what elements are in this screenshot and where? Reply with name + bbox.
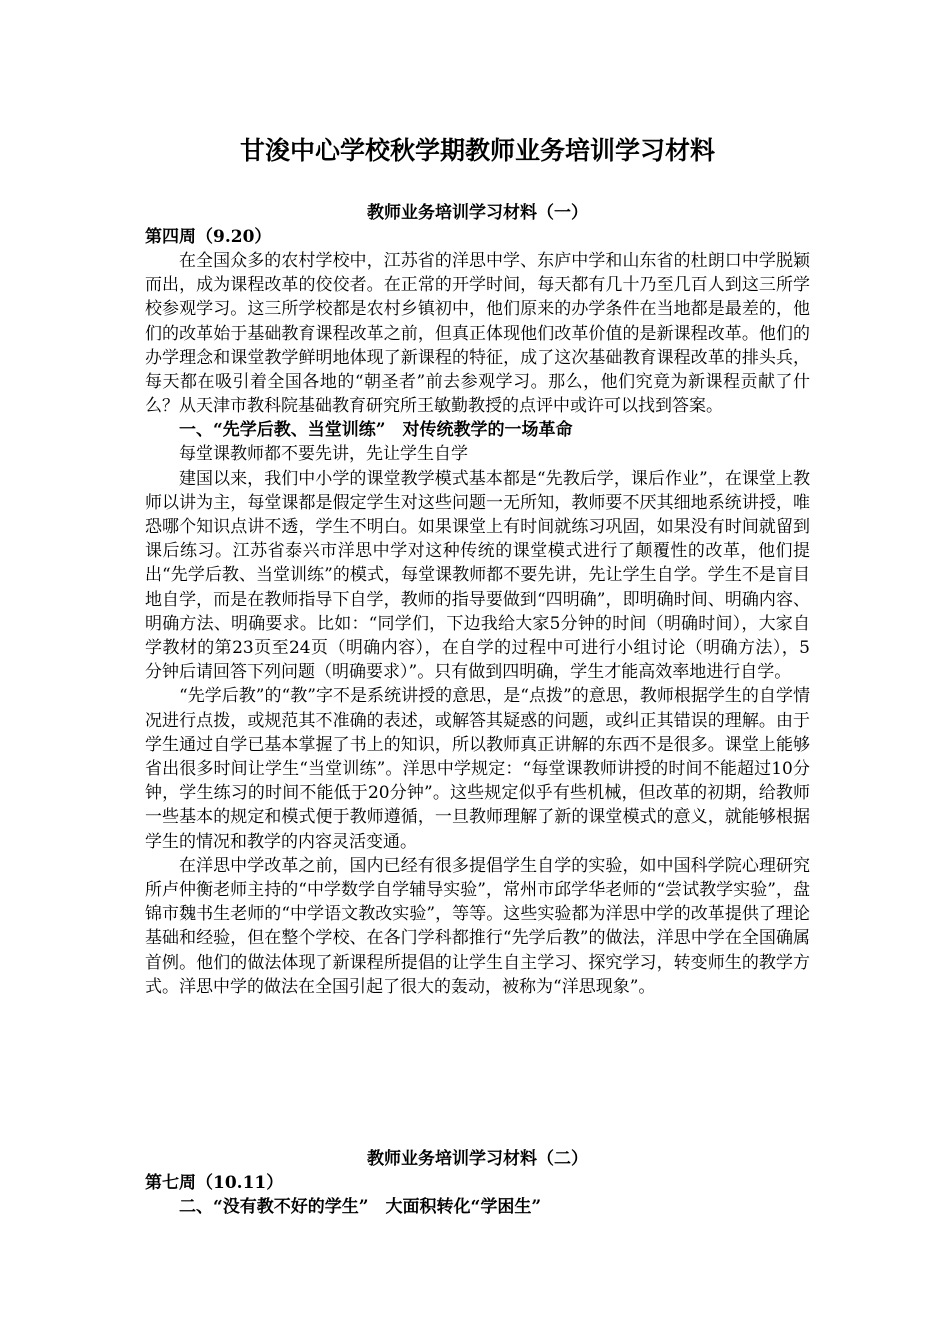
section-one-week: 第四周（9.20） (145, 227, 272, 247)
section-two-heading: 二、“没有教不好的学生” 大面积转化“学困生” (179, 1197, 542, 1217)
section-two-title: 教师业务培训学习材料（二） (367, 1149, 588, 1169)
intro-paragraph: 在全国众多的农村学校中，江苏省的洋思中学、东庐中学和山东省的杜朗口中学脱颖而出，成为课程改革的佼佼者。在正常的开学时间，每天都有几十乃至几百人到这三所学校参观学习。这三所学校都是农村乡镇初中，他们原来的办学条件在当地都是最差的，他们的改革始于基础教育课程改革之前，但真正体现他们改革价值的是新课程改革。他们的办学理念和课堂教学鲜明地体现了新课程的特征，成了这次基础教育课程改革的排头兵，每天都在吸引着全国各地的“朝圣者”前去参观学习。那么，他们究竟为新课程贡献了什么？从天津市教科院基础教育研究所王敏勤教授的点评中或许可以找到答案。 (145, 251, 810, 417)
section-one-heading: 一、“先学后教、当堂训练” 对传统教学的一场革命 (179, 420, 573, 441)
body-paragraph-2: “先学后教”的“教”字不是系统讲授的意思，是“点拨”的意思，教师根据学生的自学情况进行点拨，或规范其不准确的表述，或解答其疑惑的问题，或纠正其错误的理解。由于学生通过自学已基本掌握了书上的知识，所以教师真正讲解的东西不是很多。课堂上能够省出很多时间让学生“当堂训练”。洋思中学规定：“每堂课教师讲授的时间不能超过10分钟，学生练习的时间不能低于20分钟”。这些规定似乎有些机械，但改革的初期，给教师一些基本的规定和模式便于教师遵循，一旦教师理解了新的课堂模式的意义，就能够根据学生的情况和教学的内容灵活变通。 (145, 686, 810, 852)
document-title: 甘浚中心学校秋学期教师业务培训学习材料 (239, 136, 715, 165)
body-paragraph-3: 在洋思中学改革之前，国内已经有很多提倡学生自学的实验，如中国科学院心理研究所卢仲衡老师主持的“中学数学自学辅导实验”，常州市邱学华老师的“尝试教学实验”，盘锦市魏书生老师的“中学语文教改实验”，等等。这些实验都为洋思中学的改革提供了理论基础和经验，但在整个学校、在各门学科都推行“先学后教”的做法，洋思中学在全国确属首例。他们的做法体现了新课程所提倡的让学生自主学习、探究学习，转变师生的教学方式。洋思中学的做法在全国引起了很大的轰动，被称为“洋思现象”。 (145, 855, 810, 997)
body-paragraph-1: 建国以来，我们中小学的课堂教学模式基本都是“先教后学，课后作业”，在课堂上教师以讲为主，每堂课都是假定学生对这些问题一无所知，教师要不厌其细地系统讲授，唯恐哪个知识点讲不透，学生不明白。如果课堂上有时间就练习巩固，如果没有时间就留到课后练习。江苏省泰兴市洋思中学对这种传统的课堂模式进行了颠覆性的改革，他们提出“先学后教、当堂训练”的模式，每堂课教师都不要先讲，先让学生自学。学生不是盲目地自学，而是在教师指导下自学，教师的指导要做到“四明确”，即明确时间、明确内容、明确方法、明确要求。比如：“同学们，下边我给大家5分钟的时间（明确时间），大家自学教材的第23页至24页（明确内容），在自学的过程中可进行小组讨论（明确方法），5分钟后请回答下列问题（明确要求）”。只有做到四明确，学生才能高效率地进行自学。 (145, 468, 810, 683)
section-two-week: 第七周（10.11） (145, 1173, 284, 1193)
subheading-line: 每堂课教师都不要先讲，先让学生自学 (179, 444, 468, 465)
section-two (145, 1147, 810, 1219)
section-one-title: 教师业务培训学习材料（一） (367, 203, 588, 223)
section-one (145, 201, 810, 999)
